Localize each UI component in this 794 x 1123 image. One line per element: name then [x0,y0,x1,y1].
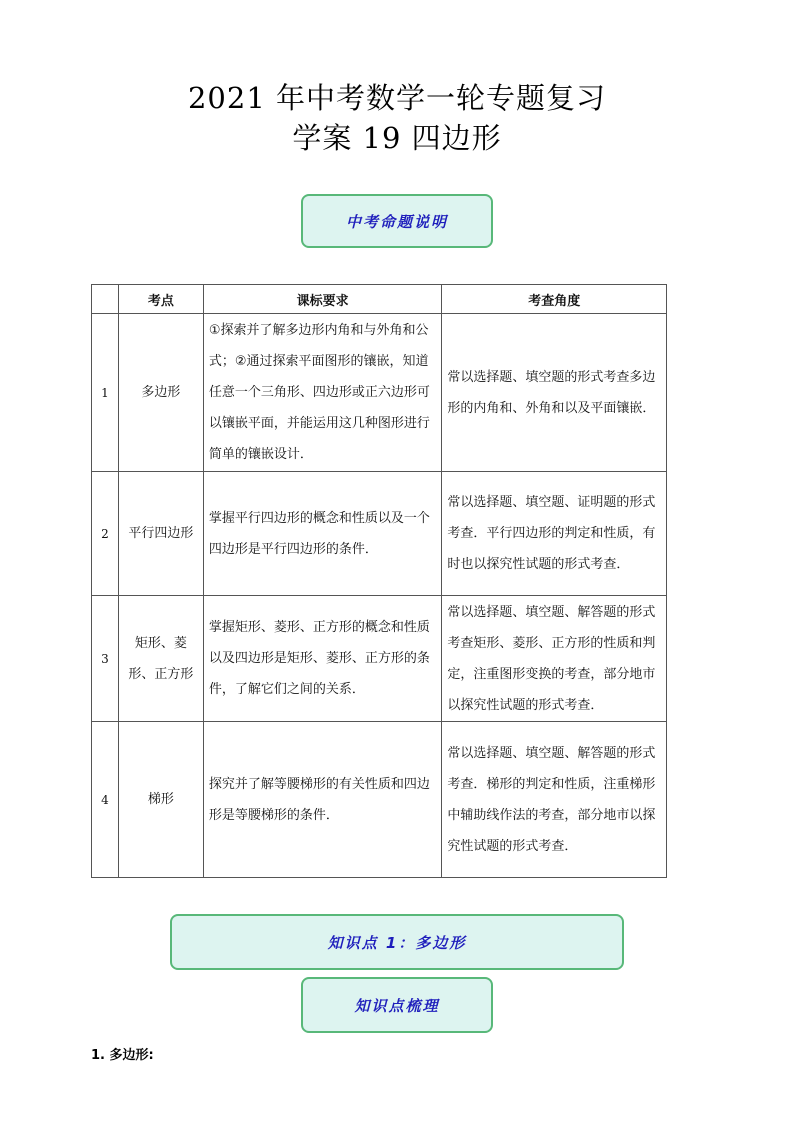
table-header-row [92,285,667,314]
table-row [92,314,667,472]
row-number: 2 [92,472,119,596]
document-title: 2021 年中考数学一轮专题复习 [187,81,607,115]
row-requirement: ①探索并了解多边形内角和与外角和公式；②通过探索平面图形的镶嵌，知道任意一个三角形、四边形或正六边形可以镶嵌平面，并能运用这几种图形进行简单的镶嵌设计． [203,314,442,472]
header-exam-angle: 考查角度 [442,285,667,314]
table-row [92,472,667,596]
row-exam-point: 多边形 [118,314,203,472]
knowledge-review-label: 知识点梳理 [354,996,440,1015]
exam-description-banner [301,194,493,248]
row-exam-point: 梯形 [118,722,203,878]
table-row [92,722,667,878]
row-requirement: 掌握矩形、菱形、正方形的概念和性质以及四边形是矩形、菱形、正方形的条件，了解它们之间的关系． [203,596,442,722]
exam-points-table [91,284,667,878]
row-angle: 常以选择题、填空题、证明题的形式考查．平行四边形的判定和性质，有时也以探究性试题的形式考查． [442,472,667,596]
knowledge-point-banner [170,914,624,970]
knowledge-point-label: 知识点 1：多边形 [327,933,467,952]
header-exam-point: 考点 [118,285,203,314]
row-exam-point: 平行四边形 [118,472,203,596]
row-angle: 常以选择题、填空题的形式考查多边形的内角和、外角和以及平面镶嵌． [442,314,667,472]
row-angle: 常以选择题、填空题、解答题的形式考查．梯形的判定和性质，注重梯形中辅助线作法的考查，部分地市以探究性试题的形式考查． [442,722,667,878]
row-requirement: 掌握平行四边形的概念和性质以及一个四边形是平行四边形的条件． [203,472,442,596]
row-exam-point: 矩形、菱形、正方形 [118,596,203,722]
knowledge-review-banner [301,977,493,1033]
header-curriculum-requirement: 课标要求 [203,285,442,314]
row-angle: 常以选择题、填空题、解答题的形式考查矩形、菱形、正方形的性质和判定，注重图形变换的考查，部分地市以探究性试题的形式考查． [442,596,667,722]
exam-description-label: 中考命题说明 [345,212,448,231]
row-number: 4 [92,722,119,878]
table-row [92,596,667,722]
section-heading: 1. 多边形: [91,1048,154,1063]
row-requirement: 探究并了解等腰梯形的有关性质和四边形是等腰梯形的条件． [203,722,442,878]
document-subtitle: 学案 19 四边形 [292,121,502,155]
row-number: 3 [92,596,119,722]
header-number [92,285,119,314]
row-number: 1 [92,314,119,472]
